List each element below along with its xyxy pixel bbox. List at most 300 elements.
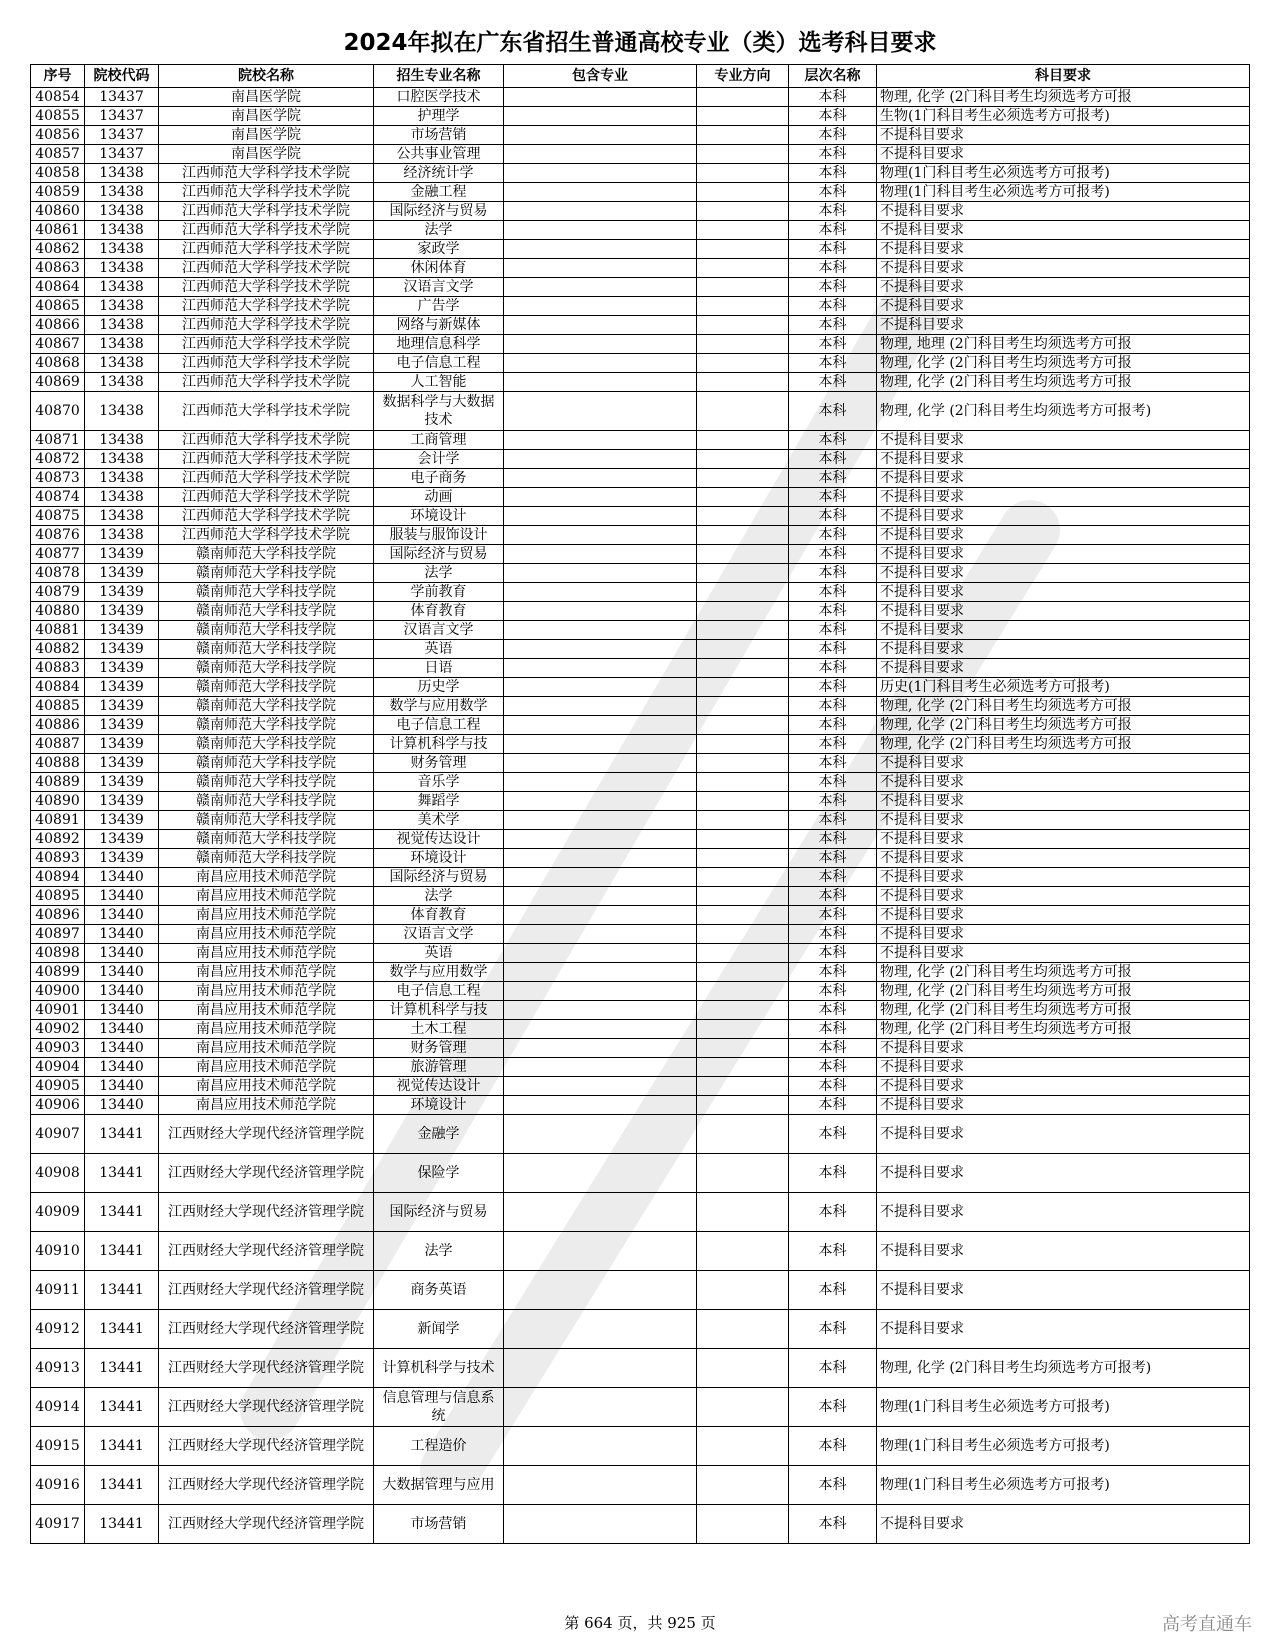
cell-included — [504, 1427, 697, 1466]
table-row — [31, 1349, 1250, 1388]
cell-requirement: 物理, 化学 (2门科目考生均须选考方可报考) — [877, 1349, 1250, 1388]
table-header-row — [31, 65, 1250, 88]
cell-level: 本科 — [789, 678, 877, 697]
cell-level: 本科 — [789, 240, 877, 259]
cell-included — [504, 773, 697, 792]
cell-major: 环境设计 — [374, 507, 504, 526]
cell-included — [504, 1505, 697, 1544]
cell-school: 南昌应用技术师范学院 — [159, 1039, 374, 1058]
cell-level: 本科 — [789, 849, 877, 868]
cell-code: 13439 — [85, 659, 159, 678]
cell-school: 江西师范大学科学技术学院 — [159, 202, 374, 221]
cell-included — [504, 259, 697, 278]
col-header-included: 包含专业 — [504, 65, 697, 88]
cell-included — [504, 1232, 697, 1271]
cell-level: 本科 — [789, 1077, 877, 1096]
cell-code: 13439 — [85, 773, 159, 792]
cell-school: 赣南师范大学科技学院 — [159, 583, 374, 602]
cell-level: 本科 — [789, 887, 877, 906]
table-row — [31, 450, 1250, 469]
cell-level: 本科 — [789, 1193, 877, 1232]
cell-major: 广告学 — [374, 297, 504, 316]
cell-no: 40859 — [31, 183, 85, 202]
cell-major: 数据科学与大数据技术 — [374, 392, 504, 431]
cell-major: 休闲体育 — [374, 259, 504, 278]
cell-code: 13439 — [85, 811, 159, 830]
cell-no: 40898 — [31, 944, 85, 963]
cell-direction — [697, 316, 789, 335]
table-row — [31, 602, 1250, 621]
cell-included — [504, 469, 697, 488]
cell-no: 40900 — [31, 982, 85, 1001]
cell-no: 40866 — [31, 316, 85, 335]
cell-major: 汉语言文学 — [374, 925, 504, 944]
cell-code: 13438 — [85, 488, 159, 507]
cell-code: 13440 — [85, 1058, 159, 1077]
cell-included — [504, 431, 697, 450]
cell-no: 40891 — [31, 811, 85, 830]
cell-requirement: 不提科目要求 — [877, 221, 1250, 240]
cell-included — [504, 830, 697, 849]
cell-school: 江西财经大学现代经济管理学院 — [159, 1310, 374, 1349]
cell-major: 土木工程 — [374, 1020, 504, 1039]
cell-level: 本科 — [789, 583, 877, 602]
cell-no: 40904 — [31, 1058, 85, 1077]
cell-major: 信息管理与信息系统 — [374, 1388, 504, 1427]
cell-direction — [697, 1349, 789, 1388]
cell-requirement: 不提科目要求 — [877, 583, 1250, 602]
cell-no: 40896 — [31, 906, 85, 925]
cell-included — [504, 982, 697, 1001]
cell-direction — [697, 925, 789, 944]
cell-requirement: 不提科目要求 — [877, 1096, 1250, 1115]
cell-requirement: 不提科目要求 — [877, 925, 1250, 944]
cell-major: 美术学 — [374, 811, 504, 830]
cell-included — [504, 1310, 697, 1349]
cell-school: 赣南师范大学科技学院 — [159, 716, 374, 735]
cell-school: 江西师范大学科学技术学院 — [159, 259, 374, 278]
cell-no: 40899 — [31, 963, 85, 982]
cell-level: 本科 — [789, 659, 877, 678]
cell-major: 市场营销 — [374, 1505, 504, 1544]
cell-school: 南昌应用技术师范学院 — [159, 1020, 374, 1039]
cell-direction — [697, 754, 789, 773]
cell-direction — [697, 526, 789, 545]
cell-direction — [697, 906, 789, 925]
cell-code: 13441 — [85, 1349, 159, 1388]
cell-code: 13439 — [85, 849, 159, 868]
cell-requirement: 不提科目要求 — [877, 202, 1250, 221]
table-row — [31, 754, 1250, 773]
cell-included — [504, 716, 697, 735]
cell-included — [504, 659, 697, 678]
cell-school: 赣南师范大学科技学院 — [159, 640, 374, 659]
cell-code: 13438 — [85, 164, 159, 183]
cell-major: 环境设计 — [374, 849, 504, 868]
cell-level: 本科 — [789, 697, 877, 716]
cell-code: 13441 — [85, 1427, 159, 1466]
cell-direction — [697, 221, 789, 240]
cell-requirement: 不提科目要求 — [877, 126, 1250, 145]
cell-included — [504, 564, 697, 583]
cell-included — [504, 164, 697, 183]
cell-code: 13439 — [85, 640, 159, 659]
cell-requirement: 物理, 化学 (2门科目考生均须选考方可报 — [877, 697, 1250, 716]
cell-direction — [697, 107, 789, 126]
cell-code: 13438 — [85, 259, 159, 278]
table-row — [31, 107, 1250, 126]
cell-code: 13437 — [85, 145, 159, 164]
cell-no: 40886 — [31, 716, 85, 735]
cell-no: 40903 — [31, 1039, 85, 1058]
cell-requirement: 不提科目要求 — [877, 145, 1250, 164]
cell-requirement: 不提科目要求 — [877, 507, 1250, 526]
cell-no: 40883 — [31, 659, 85, 678]
cell-school: 江西师范大学科学技术学院 — [159, 431, 374, 450]
cell-code: 13441 — [85, 1232, 159, 1271]
cell-code: 13439 — [85, 735, 159, 754]
cell-direction — [697, 88, 789, 107]
table-row — [31, 126, 1250, 145]
cell-level: 本科 — [789, 963, 877, 982]
cell-school: 赣南师范大学科技学院 — [159, 811, 374, 830]
cell-included — [504, 602, 697, 621]
cell-included — [504, 392, 697, 431]
cell-code: 13441 — [85, 1466, 159, 1505]
table-row — [31, 297, 1250, 316]
cell-level: 本科 — [789, 126, 877, 145]
cell-requirement: 不提科目要求 — [877, 316, 1250, 335]
cell-major: 工程造价 — [374, 1427, 504, 1466]
col-header-school: 院校名称 — [159, 65, 374, 88]
cell-major: 视觉传达设计 — [374, 830, 504, 849]
cell-code: 13439 — [85, 697, 159, 716]
cell-code: 13440 — [85, 1020, 159, 1039]
cell-requirement: 不提科目要求 — [877, 754, 1250, 773]
cell-no: 40874 — [31, 488, 85, 507]
cell-requirement: 物理, 化学 (2门科目考生均须选考方可报 — [877, 373, 1250, 392]
cell-included — [504, 202, 697, 221]
cell-major: 护理学 — [374, 107, 504, 126]
table-row — [31, 1096, 1250, 1115]
cell-no: 40907 — [31, 1115, 85, 1154]
table-row — [31, 1505, 1250, 1544]
cell-included — [504, 792, 697, 811]
cell-no: 40880 — [31, 602, 85, 621]
table-row — [31, 887, 1250, 906]
cell-requirement: 物理, 化学 (2门科目考生均须选考方可报 — [877, 982, 1250, 1001]
cell-direction — [697, 811, 789, 830]
cell-level: 本科 — [789, 1388, 877, 1427]
cell-school: 赣南师范大学科技学院 — [159, 849, 374, 868]
cell-school: 江西师范大学科学技术学院 — [159, 335, 374, 354]
cell-school: 江西财经大学现代经济管理学院 — [159, 1115, 374, 1154]
cell-level: 本科 — [789, 1466, 877, 1505]
cell-major: 商务英语 — [374, 1271, 504, 1310]
cell-requirement: 不提科目要求 — [877, 906, 1250, 925]
cell-school: 南昌应用技术师范学院 — [159, 887, 374, 906]
cell-included — [504, 1001, 697, 1020]
cell-major: 计算机科学与技术 — [374, 1349, 504, 1388]
cell-included — [504, 735, 697, 754]
cell-direction — [697, 564, 789, 583]
cell-level: 本科 — [789, 716, 877, 735]
cell-direction — [697, 1427, 789, 1466]
cell-included — [504, 811, 697, 830]
cell-no: 40863 — [31, 259, 85, 278]
cell-direction — [697, 1505, 789, 1544]
cell-code: 13438 — [85, 507, 159, 526]
cell-major: 经济统计学 — [374, 164, 504, 183]
requirements-table — [30, 64, 1250, 1544]
cell-direction — [697, 183, 789, 202]
cell-no: 40860 — [31, 202, 85, 221]
cell-level: 本科 — [789, 545, 877, 564]
cell-level: 本科 — [789, 754, 877, 773]
table-row — [31, 735, 1250, 754]
table-row — [31, 240, 1250, 259]
cell-code: 13438 — [85, 240, 159, 259]
cell-level: 本科 — [789, 202, 877, 221]
cell-school: 赣南师范大学科技学院 — [159, 545, 374, 564]
cell-included — [504, 240, 697, 259]
cell-no: 40871 — [31, 431, 85, 450]
cell-code: 13438 — [85, 526, 159, 545]
cell-major: 国际经济与贸易 — [374, 1193, 504, 1232]
table-row — [31, 1388, 1250, 1427]
cell-school: 赣南师范大学科技学院 — [159, 792, 374, 811]
cell-included — [504, 1193, 697, 1232]
cell-school: 江西师范大学科学技术学院 — [159, 221, 374, 240]
cell-level: 本科 — [789, 925, 877, 944]
cell-level: 本科 — [789, 1020, 877, 1039]
cell-major: 数学与应用数学 — [374, 697, 504, 716]
cell-included — [504, 373, 697, 392]
cell-code: 13440 — [85, 944, 159, 963]
cell-major: 汉语言文学 — [374, 621, 504, 640]
cell-level: 本科 — [789, 773, 877, 792]
cell-level: 本科 — [789, 811, 877, 830]
cell-level: 本科 — [789, 373, 877, 392]
cell-school: 南昌医学院 — [159, 126, 374, 145]
table-row — [31, 583, 1250, 602]
cell-included — [504, 906, 697, 925]
table-row — [31, 526, 1250, 545]
cell-no: 40867 — [31, 335, 85, 354]
cell-direction — [697, 240, 789, 259]
cell-no: 40858 — [31, 164, 85, 183]
cell-school: 江西师范大学科学技术学院 — [159, 450, 374, 469]
cell-level: 本科 — [789, 316, 877, 335]
cell-direction — [697, 887, 789, 906]
cell-major: 汉语言文学 — [374, 278, 504, 297]
cell-requirement: 不提科目要求 — [877, 240, 1250, 259]
cell-level: 本科 — [789, 259, 877, 278]
cell-major: 日语 — [374, 659, 504, 678]
cell-no: 40857 — [31, 145, 85, 164]
cell-requirement: 物理, 化学 (2门科目考生均须选考方可报 — [877, 1020, 1250, 1039]
cell-major: 历史学 — [374, 678, 504, 697]
cell-included — [504, 640, 697, 659]
cell-major: 金融工程 — [374, 183, 504, 202]
cell-requirement: 不提科目要求 — [877, 488, 1250, 507]
table-row — [31, 1232, 1250, 1271]
cell-direction — [697, 659, 789, 678]
cell-code: 13437 — [85, 126, 159, 145]
cell-school: 南昌应用技术师范学院 — [159, 868, 374, 887]
table-row — [31, 963, 1250, 982]
cell-level: 本科 — [789, 183, 877, 202]
cell-level: 本科 — [789, 1310, 877, 1349]
cell-code: 13441 — [85, 1388, 159, 1427]
cell-no: 40892 — [31, 830, 85, 849]
cell-requirement: 不提科目要求 — [877, 469, 1250, 488]
col-header-major: 招生专业名称 — [374, 65, 504, 88]
cell-code: 13441 — [85, 1154, 159, 1193]
cell-level: 本科 — [789, 145, 877, 164]
cell-requirement: 物理, 化学 (2门科目考生均须选考方可报 — [877, 354, 1250, 373]
cell-direction — [697, 1271, 789, 1310]
cell-direction — [697, 431, 789, 450]
cell-included — [504, 1466, 697, 1505]
cell-included — [504, 944, 697, 963]
cell-included — [504, 507, 697, 526]
cell-direction — [697, 583, 789, 602]
cell-direction — [697, 944, 789, 963]
table-row — [31, 982, 1250, 1001]
cell-major: 英语 — [374, 944, 504, 963]
cell-code: 13439 — [85, 754, 159, 773]
table-row — [31, 545, 1250, 564]
cell-code: 13438 — [85, 431, 159, 450]
cell-direction — [697, 1232, 789, 1271]
cell-level: 本科 — [789, 1096, 877, 1115]
cell-level: 本科 — [789, 906, 877, 925]
cell-direction — [697, 297, 789, 316]
cell-requirement: 不提科目要求 — [877, 621, 1250, 640]
cell-code: 13439 — [85, 564, 159, 583]
cell-included — [504, 754, 697, 773]
cell-requirement: 不提科目要求 — [877, 640, 1250, 659]
cell-direction — [697, 373, 789, 392]
cell-included — [504, 621, 697, 640]
cell-school: 赣南师范大学科技学院 — [159, 564, 374, 583]
cell-school: 江西财经大学现代经济管理学院 — [159, 1427, 374, 1466]
table-row — [31, 431, 1250, 450]
cell-major: 国际经济与贸易 — [374, 202, 504, 221]
cell-direction — [697, 697, 789, 716]
cell-direction — [697, 545, 789, 564]
cell-requirement: 物理, 化学 (2门科目考生均须选考方可报 — [877, 88, 1250, 107]
cell-code: 13439 — [85, 792, 159, 811]
cell-direction — [697, 849, 789, 868]
cell-direction — [697, 507, 789, 526]
cell-code: 13439 — [85, 830, 159, 849]
cell-included — [504, 1096, 697, 1115]
cell-direction — [697, 1058, 789, 1077]
cell-direction — [697, 640, 789, 659]
cell-code: 13440 — [85, 1096, 159, 1115]
cell-level: 本科 — [789, 431, 877, 450]
cell-major: 财务管理 — [374, 754, 504, 773]
cell-major: 动画 — [374, 488, 504, 507]
cell-direction — [697, 126, 789, 145]
cell-included — [504, 1388, 697, 1427]
cell-included — [504, 335, 697, 354]
cell-requirement: 不提科目要求 — [877, 944, 1250, 963]
page-title: 2024年拟在广东省招生普通高校专业（类）选考科目要求 — [343, 30, 937, 56]
cell-major: 市场营销 — [374, 126, 504, 145]
cell-school: 江西师范大学科学技术学院 — [159, 373, 374, 392]
cell-included — [504, 1058, 697, 1077]
cell-direction — [697, 963, 789, 982]
cell-major: 工商管理 — [374, 431, 504, 450]
cell-no: 40909 — [31, 1193, 85, 1232]
cell-level: 本科 — [789, 335, 877, 354]
cell-direction — [697, 259, 789, 278]
cell-major: 环境设计 — [374, 1096, 504, 1115]
cell-requirement: 不提科目要求 — [877, 1310, 1250, 1349]
cell-code: 13439 — [85, 678, 159, 697]
cell-major: 服装与服饰设计 — [374, 526, 504, 545]
cell-major: 计算机科学与技 — [374, 735, 504, 754]
cell-major: 舞蹈学 — [374, 792, 504, 811]
cell-major: 旅游管理 — [374, 1058, 504, 1077]
table-row — [31, 564, 1250, 583]
cell-no: 40889 — [31, 773, 85, 792]
cell-school: 南昌应用技术师范学院 — [159, 963, 374, 982]
table-row — [31, 392, 1250, 431]
table-row — [31, 488, 1250, 507]
table-row — [31, 259, 1250, 278]
cell-code: 13438 — [85, 221, 159, 240]
cell-no: 40870 — [31, 392, 85, 431]
cell-no: 40862 — [31, 240, 85, 259]
cell-major: 电子信息工程 — [374, 982, 504, 1001]
cell-included — [504, 1349, 697, 1388]
cell-included — [504, 1020, 697, 1039]
cell-code: 13437 — [85, 107, 159, 126]
table-row — [31, 1058, 1250, 1077]
cell-requirement: 物理, 化学 (2门科目考生均须选考方可报 — [877, 1001, 1250, 1020]
cell-level: 本科 — [789, 392, 877, 431]
cell-school: 江西财经大学现代经济管理学院 — [159, 1505, 374, 1544]
cell-major: 财务管理 — [374, 1039, 504, 1058]
cell-school: 江西师范大学科学技术学院 — [159, 278, 374, 297]
cell-included — [504, 963, 697, 982]
cell-no: 40875 — [31, 507, 85, 526]
cell-school: 江西财经大学现代经济管理学院 — [159, 1349, 374, 1388]
cell-included — [504, 145, 697, 164]
cell-level: 本科 — [789, 1427, 877, 1466]
cell-code: 13439 — [85, 602, 159, 621]
cell-direction — [697, 202, 789, 221]
cell-no: 40911 — [31, 1271, 85, 1310]
table-row — [31, 868, 1250, 887]
cell-no: 40887 — [31, 735, 85, 754]
cell-no: 40905 — [31, 1077, 85, 1096]
cell-level: 本科 — [789, 1271, 877, 1310]
cell-no: 40894 — [31, 868, 85, 887]
cell-major: 学前教育 — [374, 583, 504, 602]
cell-no: 40906 — [31, 1096, 85, 1115]
cell-requirement: 不提科目要求 — [877, 1077, 1250, 1096]
cell-school: 江西师范大学科学技术学院 — [159, 183, 374, 202]
cell-major: 电子信息工程 — [374, 716, 504, 735]
cell-level: 本科 — [789, 107, 877, 126]
cell-requirement: 物理(1门科目考生必须选考方可报考) — [877, 183, 1250, 202]
cell-major: 体育教育 — [374, 906, 504, 925]
